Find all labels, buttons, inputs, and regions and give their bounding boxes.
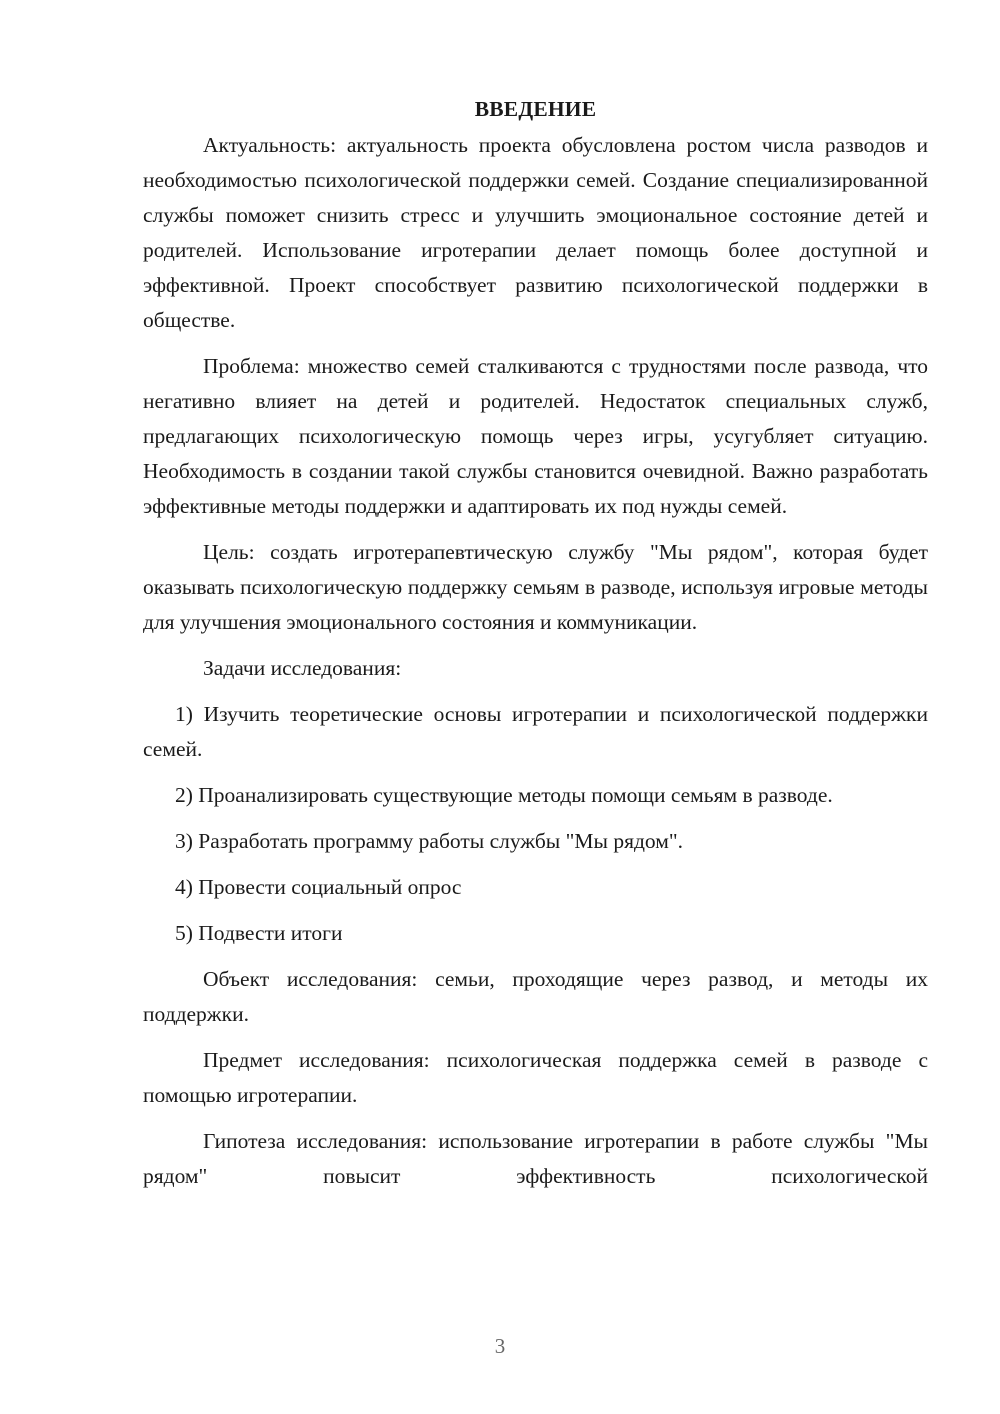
task-item-4: 4) Провести социальный опрос bbox=[175, 875, 462, 899]
page-number: 3 bbox=[494, 1334, 506, 1358]
task-item-1: 1) Изучить теоретические основы игротерапии и психологической поддержки семей. bbox=[143, 702, 928, 761]
task-item-5: 5) Подвести итоги bbox=[175, 921, 343, 945]
problem-paragraph: Проблема: множество семей сталкиваются с трудностями после развода, что негативно влияет на детей и родителей. Недостаток специальных служб, предлагающих психологическую помощь через игры, усугубляет ситуацию. Необходимость в создании такой службы становится очевидной. Важно разработать эффективные методы поддержки и адаптировать их под нужды семей. bbox=[143, 354, 928, 518]
task-item-3: 3) Разработать программу работы службы "Мы рядом". bbox=[175, 829, 684, 853]
subject-paragraph: Предмет исследования: психологическая поддержка семей в разводе с помощью игротерапии. bbox=[143, 1048, 928, 1107]
tasks-heading: Задачи исследования: bbox=[203, 656, 402, 680]
task-item-2: 2) Проанализировать существующие методы помощи семьям в разводе. bbox=[175, 783, 833, 807]
goal-paragraph: Цель: создать игротерапевтическую службу "Мы рядом", которая будет оказывать психологическую поддержку семьям в разводе, используя игровые методы для улучшения эмоционального состояния и коммуникации. bbox=[143, 540, 928, 634]
section-title: ВВЕДЕНИЕ bbox=[474, 97, 597, 121]
hypothesis-paragraph: Гипотеза исследования: использование игротерапии в работе службы "Мы рядом" повысит эффективность психологической bbox=[143, 1129, 928, 1188]
relevance-paragraph: Актуальность: актуальность проекта обусловлена ростом числа разводов и необходимостью психологической поддержки семей. Создание специализированной службы поможет снизить стресс и улучшить эмоциональное состояние детей и родителей. Использование игротерапии делает помощь более доступной и эффективной. Проект способствует развитию психологической поддержки в обществе. bbox=[143, 133, 928, 332]
object-paragraph: Объект исследования: семьи, проходящие через развод, и методы их поддержки. bbox=[143, 967, 928, 1026]
document-page bbox=[143, 92, 928, 1205]
